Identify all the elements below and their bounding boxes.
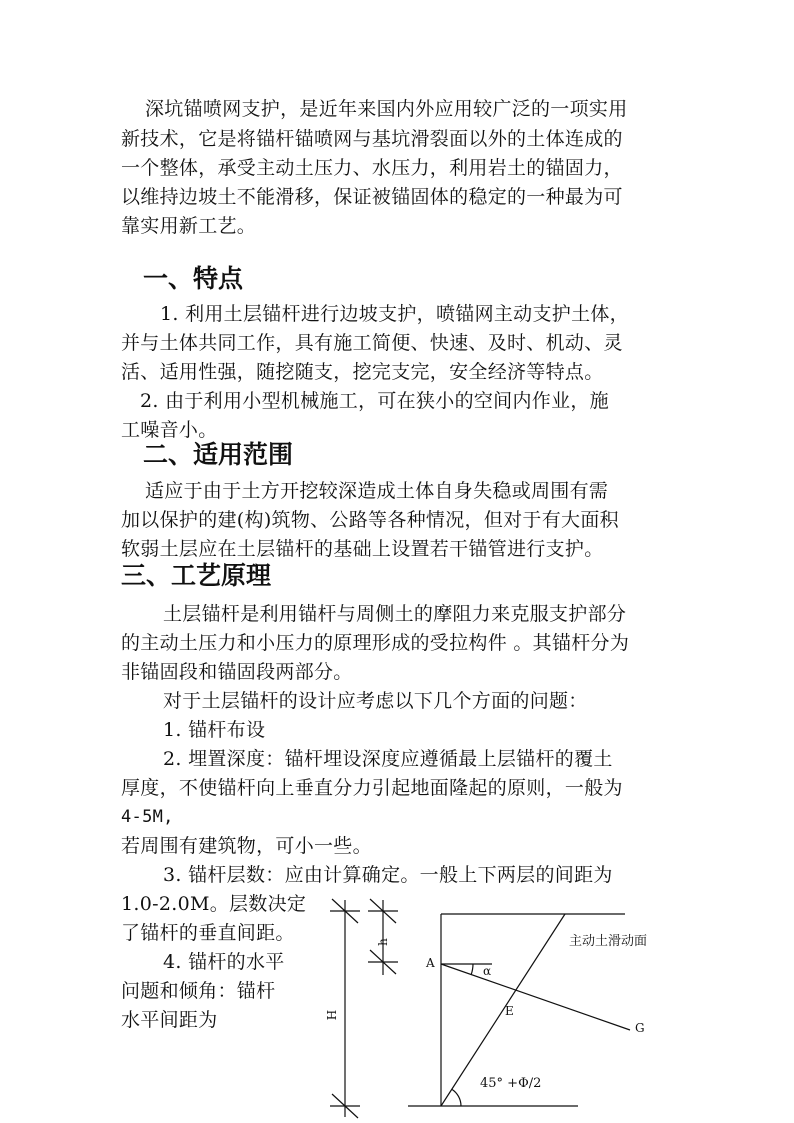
intro-line-2: 新技术，它是将锚杆锚喷网与基坑滑裂面以外的土体连成的 [121, 128, 623, 150]
section-3-line-1: 土层锚杆是利用锚杆与周侧土的摩阻力来克服支护部分 [163, 603, 627, 625]
section-3-line-9: 若周围有建筑物，可小一些。 [121, 835, 372, 857]
section-3-line-13: 4. 锚杆的水平 [163, 951, 285, 973]
section-1-line-5: 工噪音小。 [121, 419, 218, 441]
section-3-line-12: 了锚杆的垂直间距。 [121, 922, 295, 944]
section-3-line-3: 非锚固段和锚固段两部分。 [121, 661, 353, 683]
section-3-line-8: 4-5M, [121, 807, 174, 827]
section-3-line-4: 对于土层锚杆的设计应考虑以下几个方面的问题： [163, 690, 588, 712]
section-3-line-10: 3. 锚杆层数：应由计算确定。一般上下两层的间距为 [163, 864, 613, 886]
section-2-line-2: 加以保护的建(构)筑物、公路等各种情况，但对于有大面积 [121, 509, 619, 531]
section-2-line-3: 软弱土层应在土层锚杆的基础上设置若干锚管进行支护。 [121, 538, 604, 560]
section-1-line-2: 并与土体共同工作，具有施工简便、快速、及时、机动、灵 [121, 332, 623, 354]
label-angle: 45° +Φ/2 [480, 1076, 542, 1091]
section-1-line-3: 活、适用性强，随挖随支，挖完支完，安全经济等特点。 [121, 361, 604, 383]
section-3-line-15: 水平间距为 [121, 1009, 218, 1031]
section-3-line-2: 的主动土压力和小压力的原理形成的受拉构件 。其锚杆分为 [121, 632, 630, 654]
label-slip-surface: 主动土滑动面 [569, 934, 648, 949]
label-h: h [376, 938, 390, 946]
label-A: A [426, 956, 435, 970]
section-2-line-1: 适应于由于土方开挖较深造成土体自身失稳或周围有需 [145, 480, 609, 502]
section-1-line-1: 1. 利用土层锚杆进行边坡支护，喷锚网主动支护土体， [160, 303, 629, 325]
label-G: G [635, 1021, 645, 1035]
section-3-line-7: 厚度，不使锚杆向上垂直分力引起地面隆起的原则，一般为 [121, 777, 623, 799]
section-3-line-11: 1.0-2.0M。层数决定 [121, 893, 307, 915]
anchor-diagram [320, 895, 680, 1120]
section-2-heading: 二、适用范围 [143, 440, 294, 469]
section-3-line-6: 2. 埋置深度：锚杆埋设深度应遵循最上层锚杆的覆土 [163, 748, 613, 770]
intro-line-5: 靠实用新工艺。 [121, 215, 257, 237]
section-3-line-14: 问题和倾角：锚杆 [121, 980, 276, 1002]
intro-line-3: 一个整体，承受主动土压力、水压力，利用岩土的锚固力， [121, 157, 623, 179]
section-1-heading: 一、特点 [143, 264, 244, 293]
label-E: E [505, 1004, 514, 1018]
label-H: H [325, 1009, 339, 1021]
section-1-line-4: 2. 由于利用小型机械施工，可在狭小的空间内作业，施 [140, 390, 609, 412]
section-3-line-5: 1. 锚杆布设 [163, 719, 266, 741]
label-alpha: α [483, 964, 492, 978]
intro-line-1: 深坑锚喷网支护，是近年来国内外应用较广泛的一项实用 [145, 98, 628, 120]
intro-line-4: 以维持边坡土不能滑移，保证被锚固体的稳定的一种最为可 [121, 186, 623, 208]
section-3-heading: 三、工艺原理 [121, 561, 272, 590]
